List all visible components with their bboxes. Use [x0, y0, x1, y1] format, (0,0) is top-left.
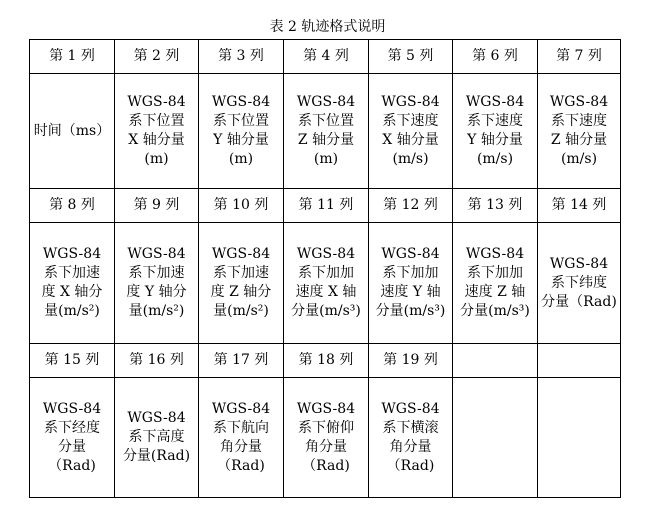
field-description-cell [369, 223, 453, 344]
column-number-cell [199, 344, 284, 378]
cell-text-line: 系下位置 [213, 113, 269, 129]
cell-text-line: WGS-84 [381, 94, 440, 110]
column-number-cell [30, 189, 115, 223]
cell-text-line: 分量(Rad) [122, 448, 191, 464]
cell-text-line: 系下速度 [551, 113, 607, 129]
cell-text-line: 分量（Rad) [541, 293, 617, 310]
cell-text-line: (m) [228, 151, 254, 167]
table-caption: 表 2 轨迹格式说明 [269, 19, 386, 35]
cell-text-line: 第 1 列 [49, 48, 95, 64]
column-number-cell [369, 344, 453, 378]
cell-text-line: WGS-84 [381, 400, 440, 417]
cell-text-line: (m/s) [560, 151, 598, 167]
cell-text-line: WGS-84 [42, 246, 102, 262]
cell-text-line: 系下加速 [128, 265, 185, 281]
field-description-cell [453, 74, 538, 189]
cell-text-line: 系下高度 [128, 429, 185, 445]
column-number-cell [284, 189, 369, 223]
cell-text-line: 系下速度 [467, 113, 523, 129]
field-description-cell [30, 378, 115, 498]
header-row [30, 189, 621, 223]
table-row [30, 74, 621, 189]
cell-text-line: 系下俯仰 [298, 419, 354, 436]
cell-text-line: (m/s) [476, 151, 514, 167]
cell-text-line: 第 10 列 [213, 197, 269, 213]
cell-text-line: 分量(m/s³) [460, 303, 530, 319]
cell-text-line: 第 5 列 [387, 48, 434, 64]
cell-text-line: （Rad) [302, 457, 350, 474]
cell-text-line: X 轴分量 [128, 132, 185, 148]
field-description-cell [115, 378, 199, 498]
table-row [30, 378, 621, 498]
cell-text-line: 第 19 列 [383, 352, 438, 368]
field-description-cell [115, 74, 199, 189]
header-row [30, 40, 621, 74]
column-number-cell [453, 344, 538, 378]
field-description-cell [199, 74, 284, 189]
cell-text-line: 分量 [58, 438, 86, 455]
cell-text-line: (m) [313, 151, 339, 167]
cell-text-line: 系下加加 [298, 265, 354, 281]
cell-text-line: 第 9 列 [133, 197, 180, 213]
cell-text-line: 速度 Y 轴 [380, 284, 441, 300]
cell-text-line: 角分量 [220, 438, 262, 455]
field-description-cell [453, 223, 538, 344]
field-description-cell [538, 223, 621, 344]
cell-text-line: 速度 Z 轴 [464, 284, 526, 300]
cell-text-line: 系下纬度 [551, 274, 607, 291]
cell-text-line: 系下加加 [467, 265, 523, 281]
cell-text-line: 角分量 [389, 438, 432, 455]
field-description-cell [369, 74, 453, 189]
cell-text-line: 量(m/s²) [128, 303, 185, 319]
cell-text-line: WGS-84 [42, 400, 102, 417]
field-description-cell [538, 74, 621, 189]
cell-text-line: 第 4 列 [303, 48, 349, 64]
field-description-cell [115, 223, 199, 344]
cell-text-line: WGS-84 [465, 94, 525, 110]
column-number-cell [199, 189, 284, 223]
column-number-cell [115, 189, 199, 223]
column-number-cell [453, 189, 538, 223]
cell-text-line: 第 16 列 [129, 352, 184, 368]
field-description-cell [199, 378, 284, 498]
cell-text-line: 量(m/s²) [44, 303, 100, 319]
cell-text-line: 度 Z 轴分 [210, 284, 272, 300]
cell-text-line: 第 6 列 [472, 48, 518, 64]
column-number-cell [199, 40, 284, 74]
cell-text-line: 系下横滚 [382, 419, 439, 436]
cell-text-line: WGS-84 [127, 94, 186, 110]
column-number-cell [453, 40, 538, 74]
cell-text-line: 第 7 列 [556, 48, 602, 64]
cell-text-line: 系下位置 [298, 113, 354, 129]
cell-text-line: 系下位置 [128, 113, 185, 129]
cell-text-line: WGS-84 [549, 255, 609, 272]
cell-text-line: WGS-84 [211, 246, 271, 262]
cell-text-line: 系下加速 [213, 265, 269, 281]
cell-text-line: 第 13 列 [467, 197, 523, 213]
cell-text-line: WGS-84 [296, 400, 356, 417]
column-number-cell [369, 40, 453, 74]
cell-text-line: 第 2 列 [133, 48, 180, 64]
column-number-cell [115, 40, 199, 74]
column-number-cell [538, 40, 621, 74]
column-number-cell [30, 40, 115, 74]
field-description-cell [30, 223, 115, 344]
cell-text-line: WGS-84 [127, 246, 186, 262]
cell-text-line: WGS-84 [127, 410, 186, 426]
field-description-cell [284, 378, 369, 498]
cell-text-line: 系下加速 [44, 265, 100, 281]
cell-text-line: 速度 X 轴 [295, 284, 357, 300]
column-number-cell [284, 40, 369, 74]
cell-text-line: 第 18 列 [298, 352, 354, 368]
cell-text-line: 系下加加 [382, 265, 439, 281]
cell-text-line: （Rad) [217, 457, 265, 474]
cell-text-line: 系下速度 [382, 113, 439, 129]
cell-text-line: (m) [144, 151, 169, 167]
column-number-cell [538, 344, 621, 378]
column-number-cell [538, 189, 621, 223]
column-number-cell [30, 344, 115, 378]
cell-text-line: 第 3 列 [218, 48, 264, 64]
cell-text-line: 度 Y 轴分 [126, 284, 187, 300]
cell-text-line: 第 17 列 [213, 352, 269, 368]
cell-text-line: 时间（ms） [33, 122, 111, 139]
cell-text-line: 第 15 列 [44, 352, 100, 368]
column-number-cell [284, 344, 369, 378]
cell-text-line: WGS-84 [211, 400, 271, 417]
cell-text-line: （Rad) [386, 457, 435, 474]
cell-text-line: WGS-84 [296, 246, 356, 262]
field-description-cell [30, 74, 115, 189]
cell-text-line: 分量(m/s³) [375, 303, 446, 319]
cell-text-line: X 轴分量 [382, 132, 439, 148]
cell-text-line: （Rad) [48, 457, 96, 474]
field-description-cell [284, 74, 369, 189]
header-row [30, 344, 621, 378]
field-description-cell [284, 223, 369, 344]
cell-text-line: 度 X 轴分 [41, 284, 103, 300]
cell-text-line: WGS-84 [211, 94, 271, 110]
cell-text-line: WGS-84 [549, 94, 609, 110]
cell-text-line: 第 8 列 [49, 197, 95, 213]
table-row [30, 223, 621, 344]
cell-text-line: WGS-84 [296, 94, 356, 110]
field-description-cell [538, 378, 621, 498]
cell-text-line: Y 轴分量 [213, 132, 269, 148]
cell-text-line: 系下经度 [44, 419, 100, 436]
field-description-cell [199, 223, 284, 344]
cell-text-line: Z 轴分量 [297, 132, 355, 148]
trajectory-format-table [29, 39, 621, 498]
column-number-cell [369, 189, 453, 223]
cell-text-line: WGS-84 [465, 246, 525, 262]
column-number-cell [115, 344, 199, 378]
field-description-cell [369, 378, 453, 498]
cell-text-line: Y 轴分量 [467, 132, 523, 148]
cell-text-line: WGS-84 [381, 246, 440, 262]
cell-text-line: 第 11 列 [298, 197, 354, 213]
cell-text-line: 第 12 列 [383, 197, 438, 213]
cell-text-line: Z 轴分量 [550, 132, 608, 148]
cell-text-line: 系下航向 [213, 419, 269, 436]
cell-text-line: 角分量 [305, 438, 347, 455]
cell-text-line: 第 14 列 [551, 197, 607, 213]
field-description-cell [453, 378, 538, 498]
cell-text-line: (m/s) [392, 151, 429, 167]
cell-text-line: 量(m/s²) [213, 303, 269, 319]
cell-text-line: 分量(m/s³) [291, 303, 361, 319]
